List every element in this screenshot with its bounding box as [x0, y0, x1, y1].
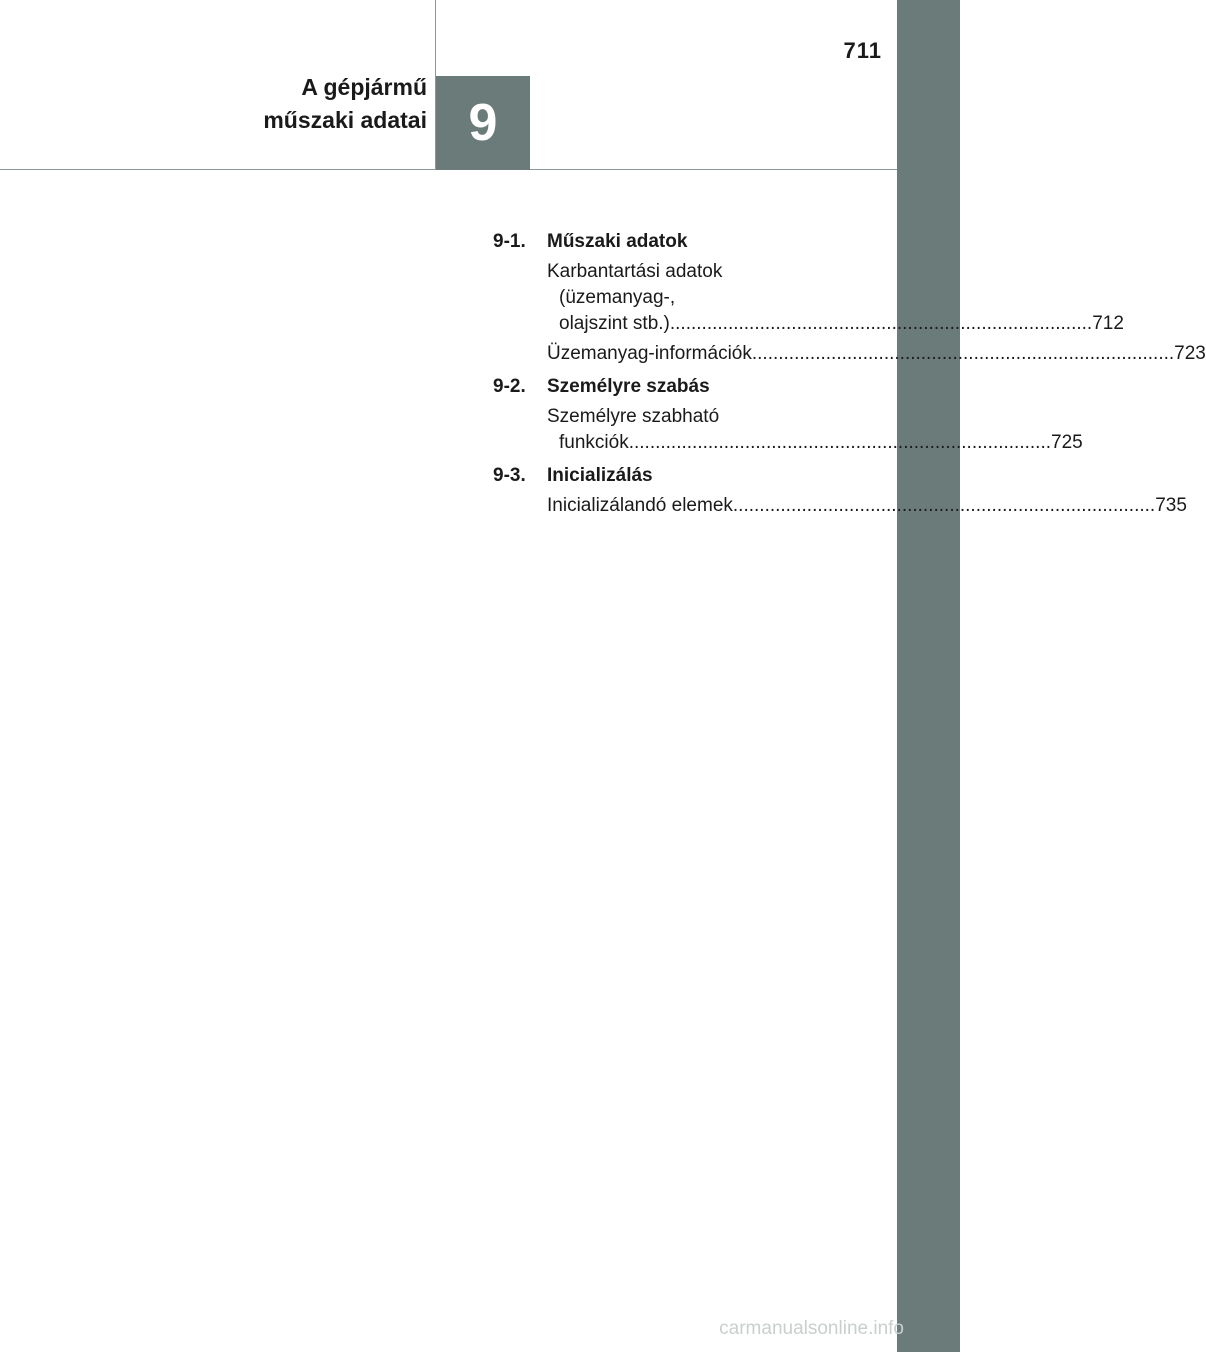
toc-section — [493, 228, 1206, 367]
toc-entry-text: Üzemanyag-információk — [547, 343, 752, 364]
toc-entry-page: 725 — [1051, 432, 1083, 453]
toc-section-title: Műszaki adatok — [547, 231, 688, 252]
toc-entry[interactable] — [547, 493, 1187, 519]
toc-section-number: 9-3. — [493, 465, 526, 486]
toc-section — [493, 373, 1083, 456]
toc-entry-page: 723 — [1174, 343, 1206, 364]
toc-section — [493, 462, 1187, 519]
chapter-side-tab — [897, 0, 960, 1352]
toc-entry-page: 735 — [1155, 495, 1187, 516]
dot-leader: ................................................................................ — [669, 313, 1093, 334]
toc-section-title: Inicializálás — [547, 465, 653, 486]
table-of-contents — [493, 228, 1206, 525]
toc-entry-text: olajszint stb.) — [559, 313, 670, 334]
dot-leader: ................................................................................ — [628, 432, 1052, 453]
page-number: 711 — [843, 38, 882, 63]
toc-section-number: 9-2. — [493, 376, 526, 397]
toc-entry[interactable] — [547, 259, 1124, 337]
toc-entry-text: funkciók — [559, 432, 629, 453]
toc-section-number: 9-1. — [493, 231, 526, 252]
toc-entry-text: (üzemanyag-, — [559, 287, 676, 308]
toc-section-heading[interactable] — [493, 373, 837, 401]
toc-section-title: Személyre szabás — [547, 376, 710, 397]
chapter-number-box — [436, 76, 530, 170]
watermark: carmanualsonline.info — [719, 1318, 904, 1339]
toc-entry-text: Karbantartási adatok — [547, 261, 723, 282]
dot-leader: ................................................................................ — [751, 343, 1175, 364]
dot-leader: ................................................................................ — [732, 495, 1156, 516]
toc-entry-page: 712 — [1092, 313, 1124, 334]
chapter-number: 9 — [468, 94, 498, 152]
toc-entry-text: Személyre szabható — [547, 406, 720, 427]
chapter-title — [263, 71, 427, 137]
chapter-title-line: műszaki adatai — [263, 107, 427, 133]
toc-entry[interactable] — [547, 404, 1083, 456]
toc-section-heading[interactable] — [493, 462, 837, 490]
toc-entry[interactable] — [547, 341, 1206, 367]
chapter-title-line: A gépjármű — [301, 74, 427, 100]
toc-entry-text: Inicializálandó elemek — [547, 495, 733, 516]
toc-section-heading[interactable] — [493, 228, 837, 256]
